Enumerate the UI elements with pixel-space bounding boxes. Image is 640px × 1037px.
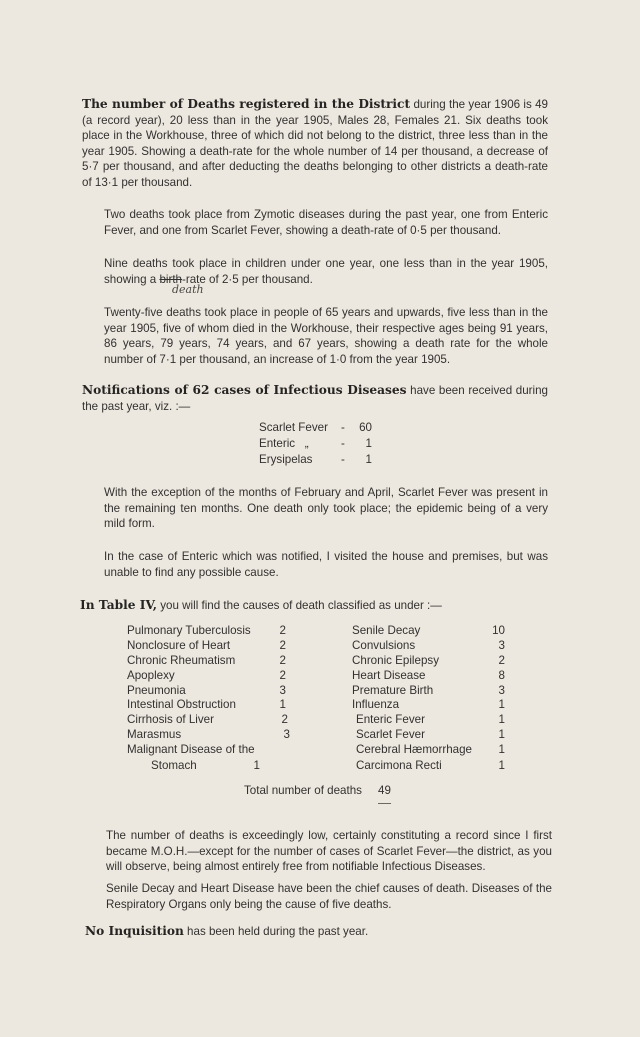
cause-name: Chronic Rheumatism <box>127 654 236 667</box>
notification-count: 1 <box>365 437 372 450</box>
cause-count: 1 <box>498 728 505 741</box>
cause-count: 10 <box>492 624 505 637</box>
cause-count: 8 <box>498 669 505 682</box>
cause-count: 2 <box>279 654 286 667</box>
cause-name: Cirrhosis of Liver <box>127 713 214 726</box>
cause-name: Premature Birth <box>352 684 434 697</box>
table-iv-paragraph <box>80 598 550 614</box>
cause-name: Apoplexy <box>127 669 175 682</box>
cause-count: 2 <box>281 713 288 726</box>
notification-name: Enteric „ <box>259 437 309 450</box>
notifications-paragraph <box>82 383 548 414</box>
cause-count: 1 <box>253 759 260 772</box>
cause-name: Influenza <box>352 698 400 711</box>
deaths-registered-paragraph <box>82 97 548 190</box>
cause-count: 2 <box>498 654 505 667</box>
notification-name: Scarlet Fever <box>259 421 328 434</box>
elderly-deaths-paragraph: Twenty-five deaths took place in people of 65 years and upwards, five less than in the year 1905, five of whom died in the Workhouse, their respective ages being 91 years, 86 years, 79 years, 74 years, and 67 years, showing a death rate for the whole number of 7·1 per thousand, an increase of 1·0 from the year 1905. <box>104 306 548 366</box>
cause-count: 3 <box>283 728 290 741</box>
table-iv-heading: In Table IV, <box>80 598 158 612</box>
cause-count: 1 <box>498 698 505 711</box>
cause-name: Malignant Disease of the <box>127 743 255 756</box>
deaths-registered-text: during the year 1906 is 49 (a record year), 20 less than in the year 1905, Males 28, Females 21. Six deaths took place in the Workhouse, three of which did not belong to the district, three less than in the year 1905. Showing a death-rate for the whole number of 14 per thousand, a decrease of 5·7 per thousand, and after deducting the deaths belonging to other districts a death-rate of 13·1 per thousand. <box>82 98 548 189</box>
cause-name: Senile Decay <box>352 624 421 637</box>
cause-name: Enteric Fever <box>356 713 425 726</box>
cause-count: 2 <box>279 669 286 682</box>
table-iv-text: you will find the causes of death classified as under :— <box>157 599 442 612</box>
struck-word: birth <box>159 272 182 286</box>
record-low-paragraph: The number of deaths is exceedingly low, certainly constituting a record since I first became M.O.H.—except for the number of cases of Scarlet Fever—the district, as you will observe, being almost entirely free from notifiable Infectious Diseases. <box>106 829 552 873</box>
cause-name: Stomach <box>151 759 197 772</box>
cause-name: Pulmonary Tuberculosis <box>127 624 251 637</box>
notifications-text: have been received during the past year, viz. :— <box>82 384 548 413</box>
cause-count: 2 <box>279 624 286 637</box>
chief-causes-paragraph: Senile Decay and Heart Disease have been the chief causes of death. Diseases of the Respiratory Organs only being the cause of five deaths. <box>106 882 552 911</box>
cause-name: Heart Disease <box>352 669 426 682</box>
notification-count: 60 <box>359 421 372 434</box>
notification-dash: - <box>341 453 345 466</box>
cause-name: Cerebral Hæmorrhage <box>356 743 472 756</box>
notification-dash: - <box>341 421 345 434</box>
inquisition-heading: No Inquisition <box>85 924 184 938</box>
zymotic-paragraph: Two deaths took place from Zymotic diseases during the past year, one from Enteric Fever, and one from Scarlet Fever, showing a death-rate of 0·5 per thousand. <box>104 208 548 237</box>
infant-deaths-paragraph <box>104 256 548 287</box>
cause-count: 3 <box>498 684 505 697</box>
infant-deaths-text-before: Nine deaths took place in children under one year, one less than in the year 1905, showing a <box>104 257 548 286</box>
deaths-registered-heading: The number of Deaths registered in the District <box>82 97 411 111</box>
cause-count: 2 <box>279 639 286 652</box>
notification-dash: - <box>341 437 345 450</box>
notification-count: 1 <box>365 453 372 466</box>
notifications-heading: Notifications of 62 cases of Infectious Diseases <box>82 383 407 397</box>
inquisition-paragraph <box>85 924 551 940</box>
infant-deaths-text-after: -rate of 2·5 per thousand. <box>182 272 313 286</box>
cause-name: Carcimona Recti <box>356 759 442 772</box>
cause-count: 3 <box>279 684 286 697</box>
cause-name: Intestinal Obstruction <box>127 698 236 711</box>
cause-name: Convulsions <box>352 639 416 652</box>
cause-name: Pneumonia <box>127 684 186 697</box>
inquisition-text: has been held during the past year. <box>183 925 369 938</box>
handwritten-correction: death <box>172 283 204 296</box>
cause-name: Marasmus <box>127 728 182 741</box>
notification-name: Erysipelas <box>259 453 313 466</box>
total-underline <box>378 803 391 804</box>
total-deaths-value: 49 <box>378 784 391 797</box>
cause-name: Chronic Epilepsy <box>352 654 439 667</box>
cause-count: 1 <box>498 713 505 726</box>
cause-count: 1 <box>498 743 505 756</box>
cause-count: 1 <box>279 698 286 711</box>
cause-name: Nonclosure of Heart <box>127 639 231 652</box>
cause-count: 3 <box>498 639 505 652</box>
cause-name: Scarlet Fever <box>356 728 425 741</box>
cause-count: 1 <box>498 759 505 772</box>
total-deaths-label: Total number of deaths <box>244 784 362 797</box>
enteric-paragraph: In the case of Enteric which was notified, I visited the house and premises, but was unable to find any possible cause. <box>104 550 548 579</box>
scarlet-fever-paragraph: With the exception of the months of February and April, Scarlet Fever was present in the remaining ten months. One death only took place; the epidemic being of a very mild form. <box>104 486 548 530</box>
